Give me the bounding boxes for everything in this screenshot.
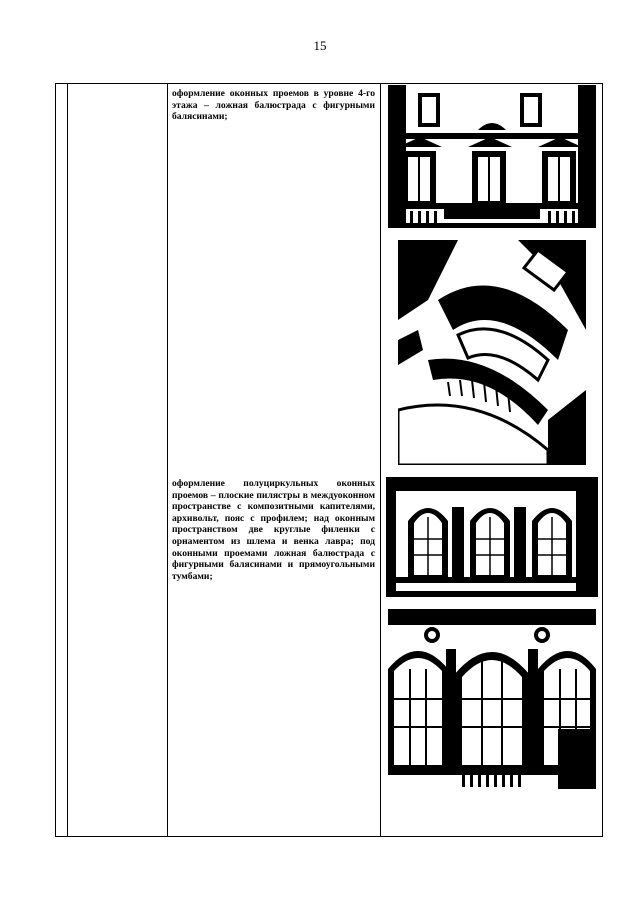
row-2-description: оформление полуциркульных оконных проемов – плоские пилястры в междуоконном пространстве с композитными капителями, архивольт, пояс с профилем; над оконным пространством две круглые филенки с орнаментом из шлема и венка лавра; под оконными проемами ложная балюстрада с фигурными балясинами и прямоугольными тумбами; <box>172 478 375 582</box>
document-table <box>55 83 603 837</box>
arched-windows-closeup-photo-icon <box>388 609 596 789</box>
row-1-description: оформление оконных проемов в уровне 4-го этажа – ложная балюстрада с фигурными балясинами; <box>172 88 375 123</box>
column-divider <box>167 84 168 836</box>
oriel-photo-icon <box>398 240 586 465</box>
page-number: 15 <box>313 38 327 53</box>
facade-photo-icon <box>388 85 596 228</box>
column-divider <box>380 84 381 836</box>
arched-windows-photo-icon <box>386 477 598 597</box>
column-divider <box>67 84 68 836</box>
